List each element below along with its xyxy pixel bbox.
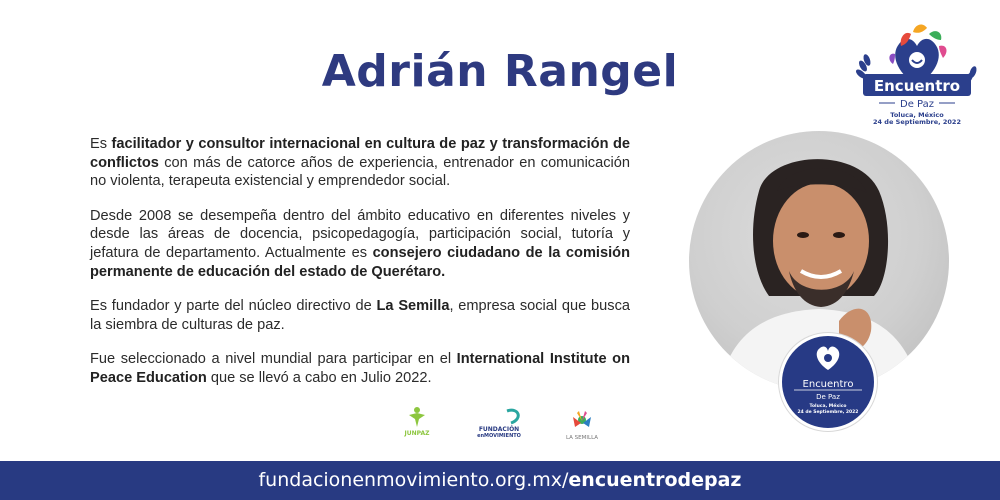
bio-paragraph (90, 135, 630, 191)
bio-text: Desde 2008 se desempeña dentro del ámbito educativo en diferentes niveles y desde las áreas de docencia, psicopedagogía, participación social, tutoría y jefatura de departamento. Actualmente es (90, 207, 630, 261)
encuentro-badge (779, 333, 877, 431)
bio-paragraph (90, 350, 630, 387)
junpaz-logo (404, 407, 431, 437)
badge-place: Toluca, México (809, 404, 847, 409)
fundacion-label: FUNDACIÓN (478, 426, 520, 433)
junpaz-label: JUNPAZ (404, 430, 430, 437)
bio-highlight: facilitador y consultor internacional en cultura de paz y transformación de conflictos (90, 136, 631, 171)
event-logo-name: Encuentro (873, 77, 961, 95)
bio-text: Es fundador y parte del núcleo directivo de (90, 298, 377, 315)
bio-text: Fue seleccionado a nivel mundial para participar en el (90, 351, 457, 368)
event-logo-date: 24 de Septiembre, 2022 (873, 118, 961, 126)
bio-text: , empresa social que busca la siembra de culturas de paz. (90, 298, 630, 333)
biography-text (90, 135, 630, 404)
la-semilla-logo (566, 411, 598, 441)
bio-text: Es (90, 136, 112, 152)
bio-text: que se llevó a cabo en Julio 2022. (206, 369, 432, 386)
badge-name: Encuentro (802, 379, 854, 390)
event-logo-sub: De Paz (900, 99, 934, 110)
footer-url-prefix: fundacionenmovimiento.org.mx/ (258, 469, 569, 491)
bio-paragraph (90, 297, 630, 334)
bio-text: con más de catorce años de experiencia, entrenador en comunicación no violenta, terapeuta existencial y emprendedor social. (90, 154, 630, 190)
partner-logos (395, 405, 615, 445)
la-semilla-label: LA SEMILLA (565, 435, 599, 441)
bio-paragraph (90, 207, 630, 281)
footer-url-path: encuentrodepaz (568, 469, 742, 491)
encuentro-de-paz-logo (855, 16, 980, 126)
footer-banner (0, 461, 1000, 500)
fundacion-en-movimiento-logo (477, 410, 521, 439)
bio-highlight: International Institute on Peace Education (90, 351, 630, 386)
bio-highlight: consejero ciudadano de la comisión permanente de educación del estado de Querétaro. (90, 244, 630, 280)
bio-highlight: La Semilla (376, 298, 450, 315)
movimiento-label: enMOVIMIENTO (477, 433, 521, 439)
footer-url[interactable] (258, 469, 741, 491)
badge-sub: De Paz (816, 393, 840, 401)
badge-date: 24 de Septiembre, 2022 (797, 410, 859, 415)
page-title: Adrián Rangel (321, 46, 679, 97)
event-logo-place: Toluca, México (890, 111, 944, 119)
